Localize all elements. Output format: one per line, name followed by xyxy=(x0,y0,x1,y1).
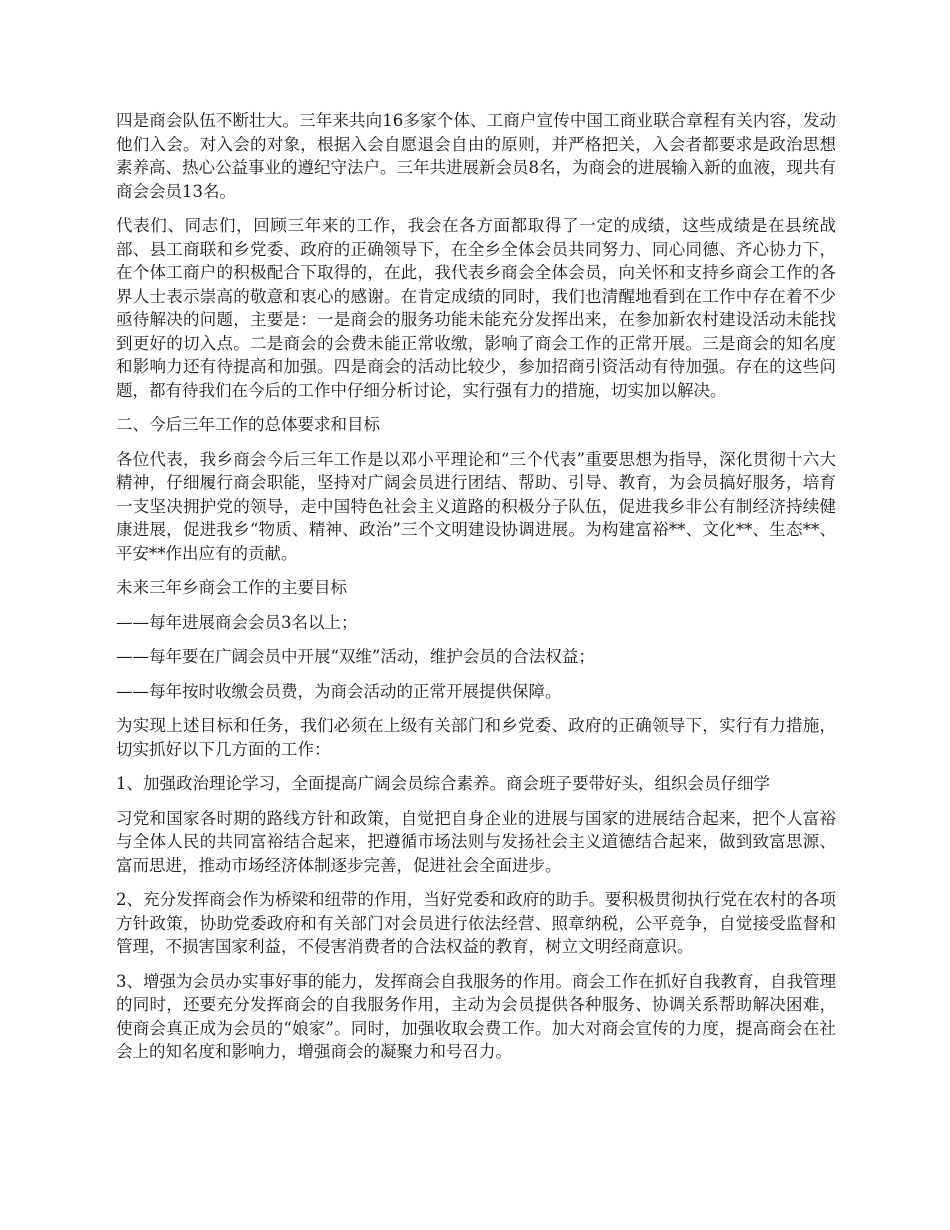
target-item-1: ——每年进展商会会员3名以上； xyxy=(116,612,358,632)
document-body xyxy=(116,109,836,1075)
paragraph-member-growth: 四是商会队伍不断壮大。三年来共向16多家个体、工商户宣传中国工商业联合章程有关内容，发动他们入会。对入会的对象，根据入会自愿退会自由的原则，并严格把关，入会者都要求是政治思想素养高、热心公益事业的遵纪守法户。三年共进展新会员8名，为商会的进展输入新的血液，现共有商会会员13名。 xyxy=(116,111,836,201)
measure-2: 2、充分发挥商会作为桥梁和纽带的作用，当好党委和政府的助手。要积极贯彻执行党在农村的各项方针政策，协助党委政府和有关部门对会员进行依法经营、照章纳税，公平竞争，自觉接受监督和管理，不损害国家利益，不侵害消费者的合法权益的教育，树立文明经商意识。 xyxy=(116,890,836,956)
measure-1-heading: 1、加强政治理论学习，全面提高广阔会员综合素养。商会班子要带好头，组织会员仔细学 xyxy=(116,774,770,793)
paragraph-measures-intro: 为实现上述目标和任务，我们必须在上级有关部门和乡党委、政府的正确领导下，实行有力措施，切实抓好以下几方面的工作： xyxy=(116,716,836,759)
subheading-main-targets: 未来三年乡商会工作的主要目标 xyxy=(116,578,347,597)
target-item-2: ——每年要在广阔会员中开展“双维”活动，维护会员的合法权益； xyxy=(116,647,595,666)
paragraph-review-and-problems: 代表们、同志们，回顾三年来的工作，我会在各方面都取得了一定的成绩，这些成绩是在县统战部、县工商联和乡党委、政府的正确领导下，在全乡全体会员共同努力、同心同德、齐心协力下，在个体工商户的积极配合下取得的，在此，我代表乡商会全体会员，向关怀和支持乡商会工作的各界人士表示崇高的敬意和衷心的感谢。在肯定成绩的同时，我们也清醒地看到在工作中存在着不少亟待解决的问题，主要是：一是商会的服务功能未能充分发挥出来，在参加新农村建设活动未能找到更好的切入点。二是商会的会费未能正常收缴，影响了商会工作的正常开展。三是商会的知名度和影响力还有待提高和加强。四是商会的活动比较少，参加招商引资活动有待加强。存在的这些问题，都有待我们在今后的工作中仔细分析讨论，实行强有力的措施，切实加以解决。 xyxy=(116,216,836,400)
section-heading-goals: 二、今后三年工作的总体要求和目标 xyxy=(116,415,380,434)
target-item-3: ——每年按时收缴会员费，为商会活动的正常开展提供保障。 xyxy=(116,681,562,701)
measure-1-body: 习党和国家各时期的路线方针和政策，自觉把自身企业的进展与国家的进展结合起来，把个人富裕与全体人民的共同富裕结合起来，把遵循市场法则与发扬社会主义道德结合起来，做到致富思源、富而思进，推动市场经济体制逐步完善，促进社会全面进步。 xyxy=(116,808,836,875)
measure-3: 3、增强为会员办实事好事的能力，发挥商会自我服务的作用。商会工作在抓好自我教育，自我管理的同时，还要充分发挥商会的自我服务作用，主动为会员提供各种服务、协调关系帮助解决困难，使商会真正成为会员的“娘家”。同时，加强收取会费工作。加大对商会宣传的力度，提高商会在社会上的知名度和影响力，增强商会的凝聚力和号召力。 xyxy=(116,971,836,1061)
paragraph-guiding-principles: 各位代表，我乡商会今后三年工作是以邓小平理论和“三个代表”重要思想为指导，深化贯彻十六大精神，仔细履行商会职能，坚持对广阔会员进行团结、帮助、引导、教育，为会员搞好服务，培育一支坚决拥护党的领导，走中国特色社会主义道路的积极分子队伍，促进我乡非公有制经济持续健康进展，促进我乡“物质、精神、政治”三个文明建设协调进展。为构建富裕**、文化**、生态**、平安**作出应有的贡献。 xyxy=(116,449,836,563)
